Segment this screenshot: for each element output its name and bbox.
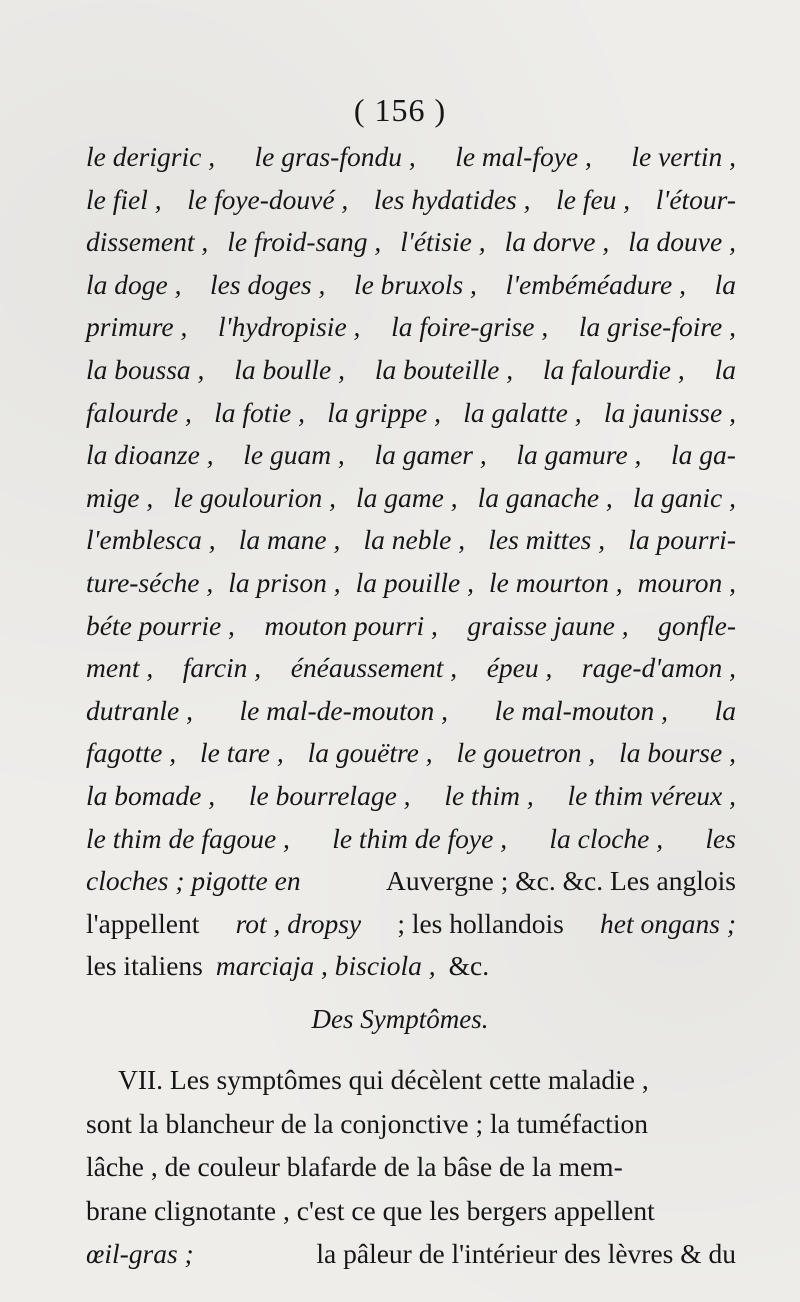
text-line [86, 392, 736, 435]
text-line [86, 1145, 736, 1189]
text-word: œil-gras ; [86, 1238, 194, 1269]
text-word: la doge , [86, 268, 182, 300]
text-word: la jaunisse , [603, 396, 736, 428]
text-word: le foye-douvé , [187, 183, 349, 215]
text-word: la boussa , [86, 353, 205, 385]
text-word: la douve , [628, 226, 736, 258]
text-word: mige , [86, 481, 154, 513]
text-word: le gras-fondu , [254, 141, 416, 172]
text-word: la bouteille , [374, 353, 514, 385]
text-word: la [714, 268, 736, 300]
text-word: primure , [86, 311, 188, 343]
text-word: la [714, 353, 736, 385]
text-word: la pâleur de l'intérieur des lèvres & du [316, 1238, 736, 1269]
text-word: l'hydropisie , [218, 311, 361, 343]
text-word: lâche , de couleur blafarde de la bâse de la mem- [86, 1151, 623, 1182]
text-word: la gamure , [516, 439, 642, 471]
text-word: la dioanze , [86, 439, 214, 471]
text-word: ment , [86, 652, 154, 684]
text-word: la pouille , [355, 566, 474, 598]
text-word: la [714, 694, 736, 726]
text-word: le derigric , [86, 141, 216, 172]
text-line [86, 1232, 736, 1276]
text-word: le thim de foye , [332, 822, 508, 854]
text-line [86, 775, 736, 818]
text-line [86, 690, 736, 733]
text-line [86, 1102, 736, 1146]
text-word: dissement , [86, 226, 209, 258]
text-word: le bourrelage , [248, 779, 411, 811]
text-line [86, 349, 736, 392]
text-word: le thim , [444, 779, 534, 811]
text-word: ture-séche , [86, 566, 214, 598]
text-line [86, 519, 736, 562]
text-word: la neble , [363, 524, 466, 556]
text-word: l'emblesca , [86, 524, 216, 556]
text-word: l'appellent [86, 907, 200, 939]
text-line [86, 903, 736, 946]
text-word: le thim véreux , [567, 779, 736, 811]
text-line [86, 264, 736, 307]
text-word: sont la blancheur de la conjonctive ; la tuméfaction [86, 1107, 649, 1139]
text-word: Auvergne ; &c. &c. Les anglois [385, 865, 736, 897]
text-word: la fotie , [214, 396, 306, 428]
text-line [86, 179, 736, 222]
text-line [86, 1058, 736, 1102]
text-line [86, 860, 736, 903]
text-word: le tare , [200, 737, 284, 769]
text-word: le goulourion , [173, 481, 336, 513]
text-word: béte pourrie , [86, 609, 235, 641]
text-line [86, 732, 736, 775]
text-word: het ongans ; [600, 907, 736, 939]
text-word: les doges , [210, 268, 326, 300]
text-word: VII. Les symptômes qui décèlent cette maladie , [118, 1064, 649, 1095]
text-word: le fiel , [86, 183, 162, 215]
text-word: la bomade , [86, 779, 216, 811]
page-number: ( 156 ) [353, 92, 447, 128]
text-word: gonfle- [658, 609, 736, 641]
text-word: la falourdie , [542, 353, 685, 385]
text-word: les mittes , [488, 524, 606, 556]
text-line [86, 477, 736, 520]
text-word: les [705, 822, 736, 854]
text-word: la grippe , [327, 396, 442, 428]
text-word: le bruxols , [353, 268, 477, 300]
text-word: &c. [448, 950, 490, 982]
text-word: ; les hollandois [397, 907, 564, 939]
text-word: la dorve , [504, 226, 610, 258]
text-word: rage-d'amon , [581, 652, 736, 684]
text-word: la ga- [671, 439, 736, 471]
text-word: la galatte , [463, 396, 582, 428]
text-word: le vertin , [631, 141, 736, 172]
text-word: le mal-mouton , [494, 694, 668, 726]
text-line [86, 136, 736, 179]
text-word: fagotte , [86, 737, 177, 769]
text-line [86, 1189, 736, 1233]
text-line [86, 221, 736, 264]
text-word: la ganache , [477, 481, 613, 513]
text-word: farcin , [182, 652, 262, 684]
text-word: le froid-sang , [227, 226, 382, 258]
text-word: la bourse , [619, 737, 736, 769]
text-word: le mal-de-mouton , [239, 694, 449, 726]
text-word: la ganic , [632, 481, 736, 513]
text-word: l'étisie , [400, 226, 486, 258]
text-word: la pourri- [628, 524, 736, 556]
text-word: le feu , [556, 183, 631, 215]
text-word: la gouëtre , [307, 737, 433, 769]
text-word: la boulle , [234, 353, 346, 385]
text-line [86, 647, 736, 690]
text-word: le gouetron , [456, 737, 596, 769]
text-line [86, 562, 736, 605]
text-line [86, 818, 736, 861]
text-word: la grise-foire , [578, 311, 736, 343]
text-line [86, 434, 736, 477]
text-line [86, 605, 736, 648]
text-word: la prison , [228, 566, 341, 598]
text-word: brane clignotante , c'est ce que les bergers appellent [86, 1194, 655, 1226]
text-word: la game , [356, 481, 458, 513]
text-word: cloches ; pigotte en [86, 865, 301, 897]
section-paragraph [86, 1058, 736, 1276]
text-word: mouron , [637, 566, 736, 598]
text-word: marciaja , bisciola , [215, 950, 436, 982]
text-word: le mourton , [488, 566, 623, 598]
text-word: énéaussement , [290, 652, 458, 684]
text-word: la cloche , [549, 822, 664, 854]
text-word: l'embéméadure , [505, 268, 686, 300]
text-line [86, 945, 736, 988]
text-word: le guam , [243, 439, 345, 471]
list-of-disease-names [86, 136, 736, 988]
text-word: rot , dropsy [235, 907, 362, 939]
text-word: épeu , [486, 652, 553, 684]
text-word: l'étour- [655, 183, 736, 215]
text-word: la mane , [238, 524, 341, 556]
text-word: la foire-grise , [391, 311, 549, 343]
text-word: le mal-foye , [455, 141, 592, 172]
section-heading: Des Symptômes. [311, 1004, 489, 1034]
text-word: la gamer , [374, 439, 487, 471]
text-word: graisse jaune , [467, 609, 629, 641]
text-word: falourde , [86, 396, 192, 428]
text-word: mouton pourri , [264, 609, 438, 641]
text-line [86, 306, 736, 349]
text-word: le thim de fagoue , [86, 822, 290, 854]
text-word: les hydatides , [373, 183, 531, 215]
text-word: dutranle , [86, 694, 193, 726]
text-word: les italiens [86, 950, 203, 982]
